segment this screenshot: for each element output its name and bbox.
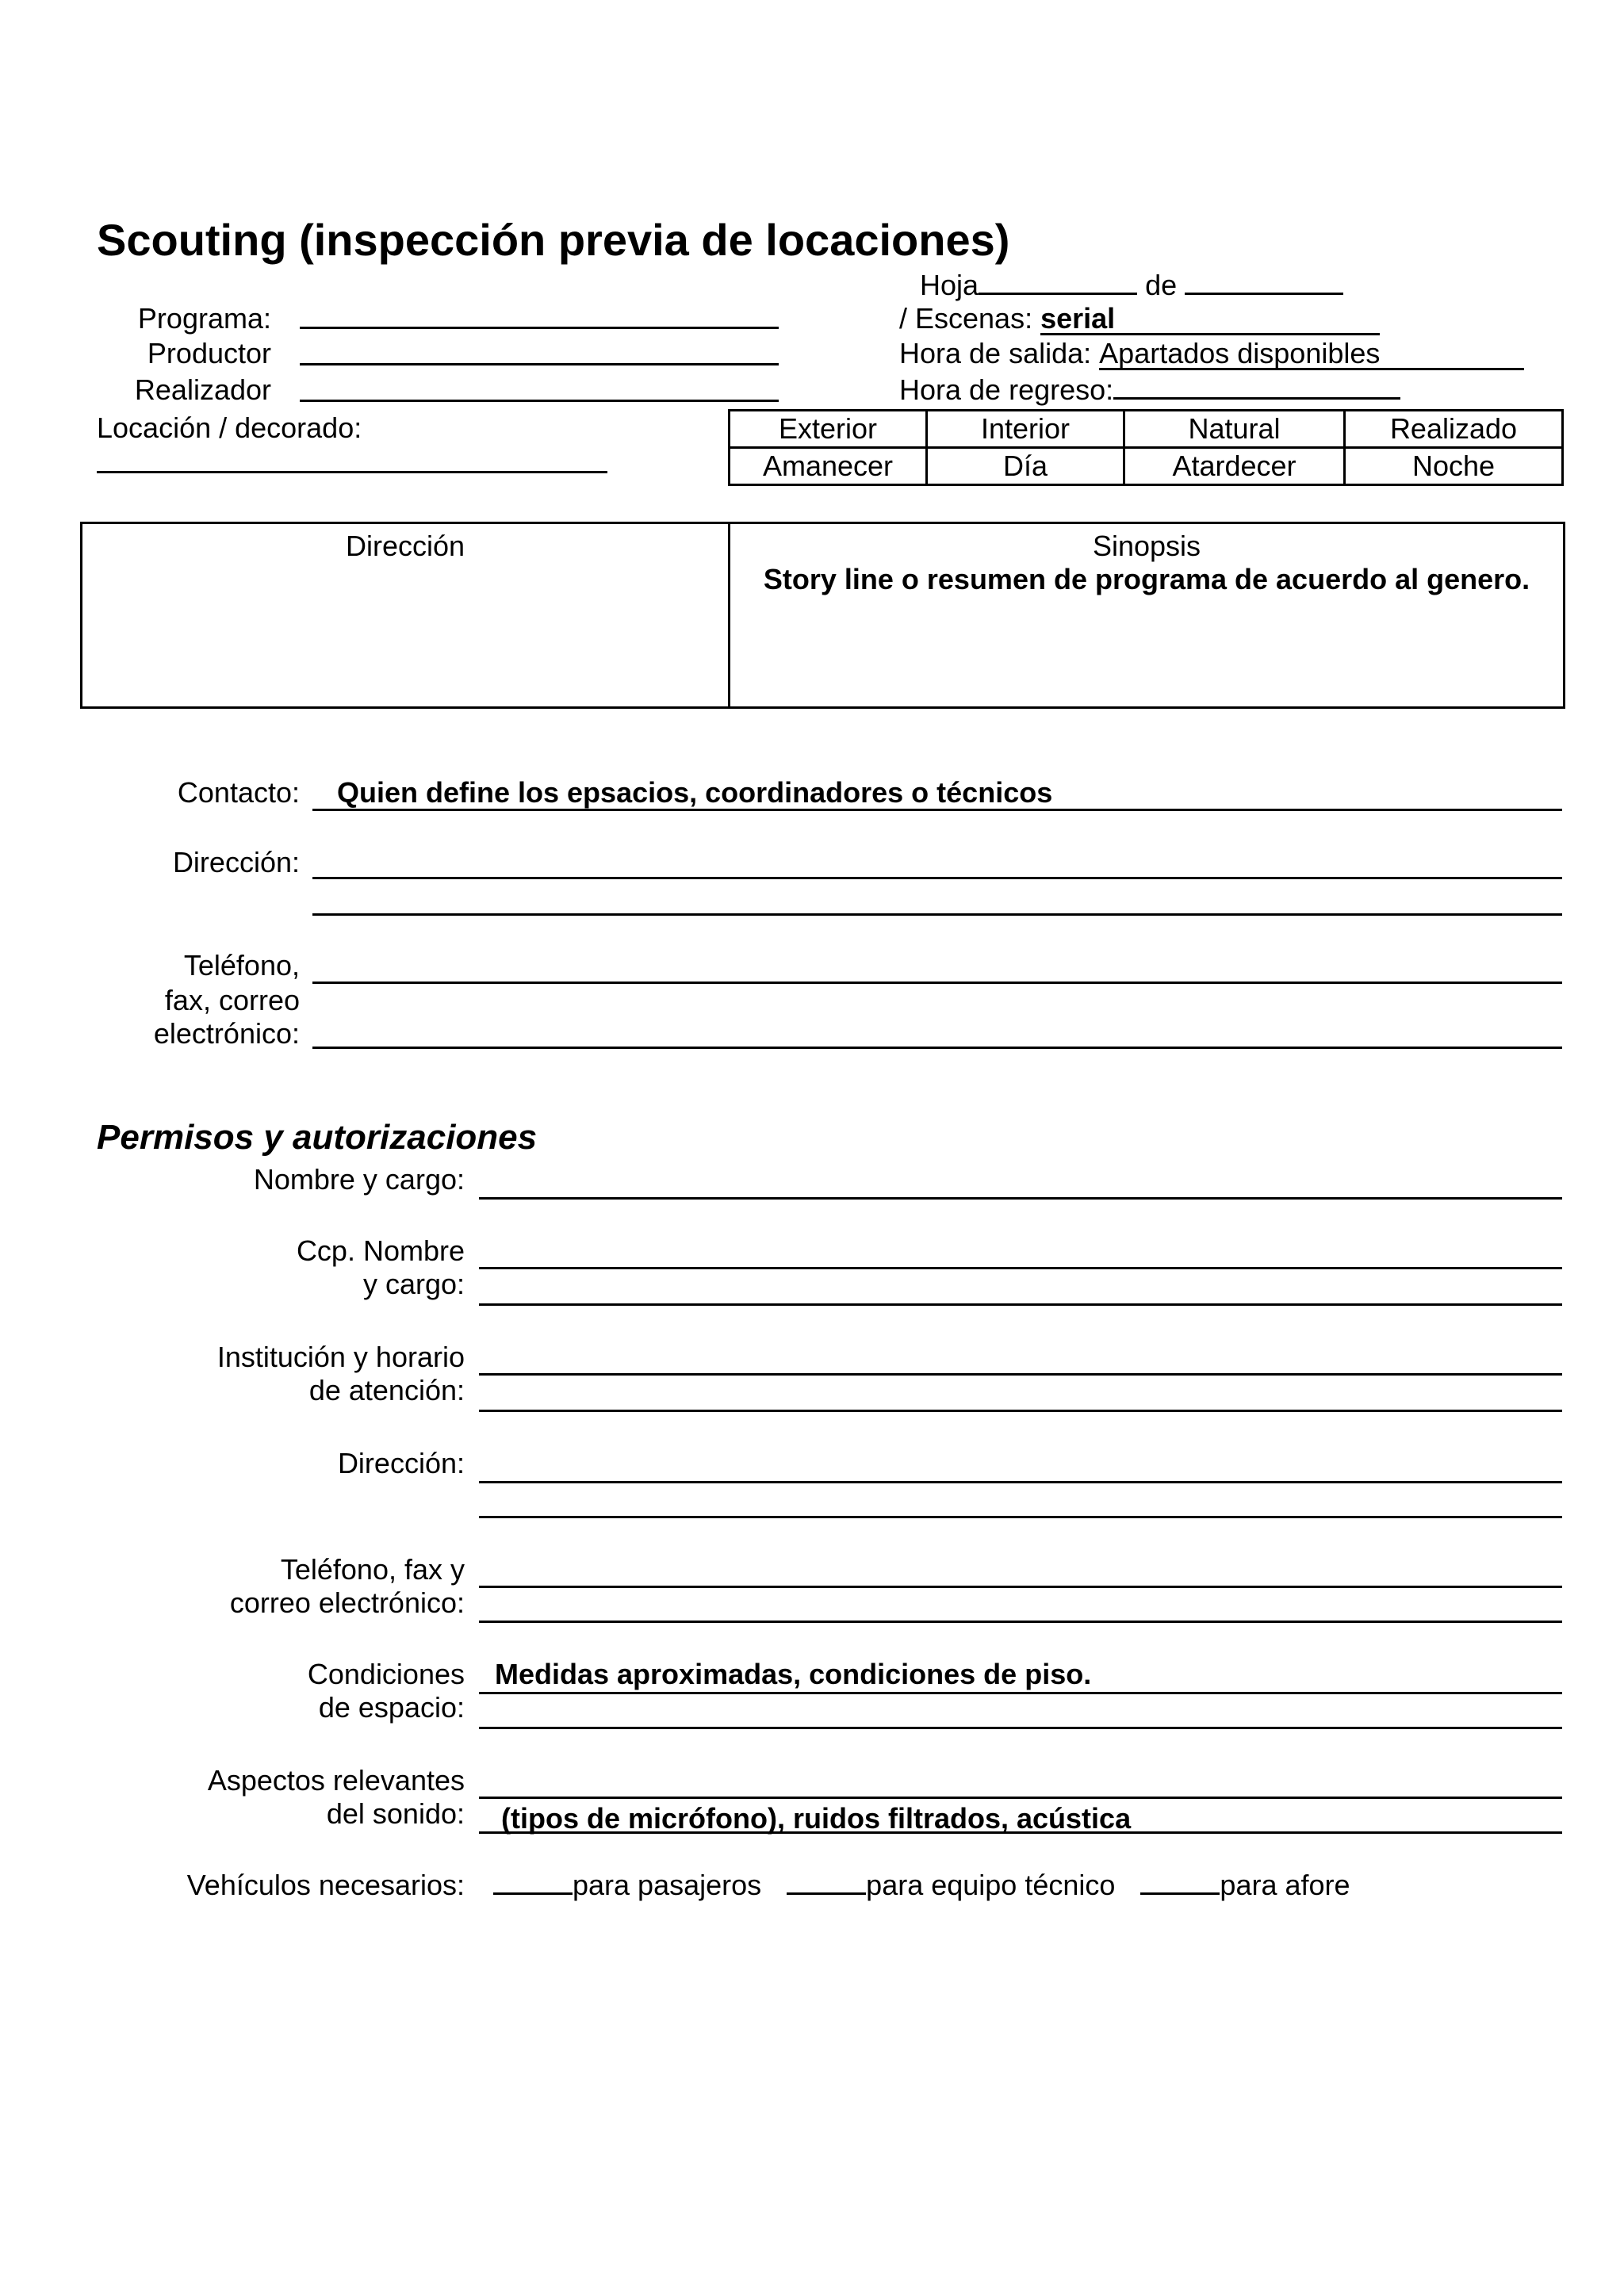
vehiculos-label: Vehículos necesarios:	[186, 1869, 465, 1901]
condiciones-value: Medidas aproximadas, condiciones de piso.	[495, 1658, 1092, 1690]
vehiculos-pasajeros-label: para pasajeros	[573, 1869, 762, 1901]
ccp-field-2[interactable]	[479, 1303, 1562, 1306]
ccp-label-1: Ccp. Nombre	[296, 1234, 465, 1267]
institucion-label-2: de atención:	[308, 1374, 465, 1406]
options-table	[728, 409, 1564, 486]
productor-label: Productor	[147, 337, 271, 369]
institucion-field-1[interactable]	[479, 1373, 1562, 1376]
option-realizado[interactable]: Realizado	[1345, 411, 1563, 448]
permisos-direccion-field-2[interactable]	[479, 1516, 1562, 1518]
contacto-telefono-label-1: Teléfono,	[183, 949, 300, 982]
aspectos-field-1[interactable]	[479, 1797, 1562, 1799]
option-atardecer[interactable]: Atardecer	[1124, 448, 1345, 485]
nombre-cargo-field[interactable]	[479, 1197, 1562, 1200]
hora-salida-field[interactable]: Apartados disponibles	[1099, 339, 1524, 370]
hora-regreso-field[interactable]	[1113, 373, 1400, 400]
vehiculos-pasajeros-field[interactable]	[493, 1869, 573, 1895]
option-exterior[interactable]: Exterior	[730, 411, 927, 448]
condiciones-label-2: de espacio:	[318, 1691, 465, 1724]
direccion-box-label: Dirección	[345, 530, 465, 562]
escenas-row	[899, 301, 1380, 336]
programa-field[interactable]	[300, 327, 779, 329]
aspectos-value: (tipos de micrófono), ruidos filtrados, acústica	[501, 1802, 1132, 1835]
permisos-heading: Permisos y autorizaciones	[97, 1118, 538, 1157]
sinopsis-label: Sinopsis	[1092, 530, 1201, 562]
escenas-label: / Escenas:	[899, 302, 1033, 335]
permisos-telefono-label-1: Teléfono, fax y	[280, 1553, 465, 1586]
contacto-telefono-label-2: fax, correo	[164, 984, 300, 1016]
institucion-label-1: Institución y horario	[216, 1341, 465, 1373]
permisos-telefono-field-1[interactable]	[479, 1586, 1562, 1588]
aspectos-field-2[interactable]	[479, 1831, 1562, 1834]
permisos-direccion-label: Dirección:	[337, 1447, 465, 1479]
productor-field[interactable]	[300, 363, 779, 365]
contacto-telefono-field-1[interactable]	[312, 982, 1562, 984]
permisos-telefono-field-2[interactable]	[479, 1621, 1562, 1623]
vehiculos-afore-field[interactable]	[1140, 1869, 1220, 1895]
ccp-label-2: y cargo:	[362, 1268, 465, 1300]
hoja-total-field[interactable]	[1185, 269, 1343, 295]
condiciones-field-2[interactable]	[479, 1727, 1562, 1729]
hora-regreso-label: Hora de regreso:	[899, 373, 1114, 406]
option-noche[interactable]: Noche	[1345, 448, 1563, 485]
aspectos-label-2: del sonido:	[326, 1797, 465, 1830]
option-interior[interactable]: Interior	[927, 411, 1124, 448]
hoja-label: Hoja	[920, 269, 979, 301]
permisos-direccion-field-1[interactable]	[479, 1481, 1562, 1483]
hoja-field[interactable]	[979, 269, 1137, 295]
realizador-field[interactable]	[300, 400, 779, 402]
sinopsis-text: Story line o resumen de programa de acuerdo al genero.	[763, 563, 1530, 595]
contacto-telefono-label-3: electrónico:	[153, 1017, 300, 1050]
contacto-direccion-label: Dirección:	[172, 846, 300, 878]
contacto-label: Contacto:	[177, 776, 300, 809]
vehiculos-row	[493, 1868, 1350, 1903]
contacto-telefono-field-2[interactable]	[312, 1047, 1562, 1049]
option-amanecer[interactable]: Amanecer	[730, 448, 927, 485]
nombre-cargo-label: Nombre y cargo:	[253, 1163, 465, 1196]
hoja-row	[920, 268, 1343, 303]
de-label: de	[1145, 269, 1178, 301]
locacion-label: Locación / decorado:	[97, 411, 362, 444]
hora-regreso-row	[899, 373, 1400, 408]
permisos-telefono-label-2: correo electrónico:	[229, 1586, 465, 1619]
contacto-direccion-field-1[interactable]	[312, 877, 1562, 879]
direccion-sinopsis-box	[80, 522, 1565, 709]
escenas-field[interactable]: serial	[1040, 304, 1380, 335]
contacto-value: Quien define los epsacios, coordinadores o técnicos	[337, 776, 1053, 809]
page-title: Scouting (inspección previa de locaciones)	[97, 215, 1010, 265]
vehiculos-afore-label: para afore	[1220, 1869, 1350, 1901]
programa-label: Programa:	[137, 302, 271, 335]
hora-salida-row	[899, 336, 1524, 371]
institucion-field-2[interactable]	[479, 1410, 1562, 1412]
locacion-field[interactable]	[97, 471, 607, 473]
vehiculos-equipo-label: para equipo técnico	[866, 1869, 1116, 1901]
ccp-field-1[interactable]	[479, 1267, 1562, 1269]
aspectos-label-1: Aspectos relevantes	[207, 1764, 465, 1797]
contacto-direccion-field-2[interactable]	[312, 913, 1562, 916]
contacto-field[interactable]	[312, 809, 1562, 811]
option-natural[interactable]: Natural	[1124, 411, 1345, 448]
option-dia[interactable]: Día	[927, 448, 1124, 485]
realizador-label: Realizador	[134, 373, 271, 406]
condiciones-label-1: Condiciones	[307, 1658, 465, 1690]
vehiculos-equipo-field[interactable]	[787, 1869, 866, 1895]
condiciones-field-1[interactable]	[479, 1692, 1562, 1694]
hora-salida-label: Hora de salida:	[899, 337, 1092, 369]
